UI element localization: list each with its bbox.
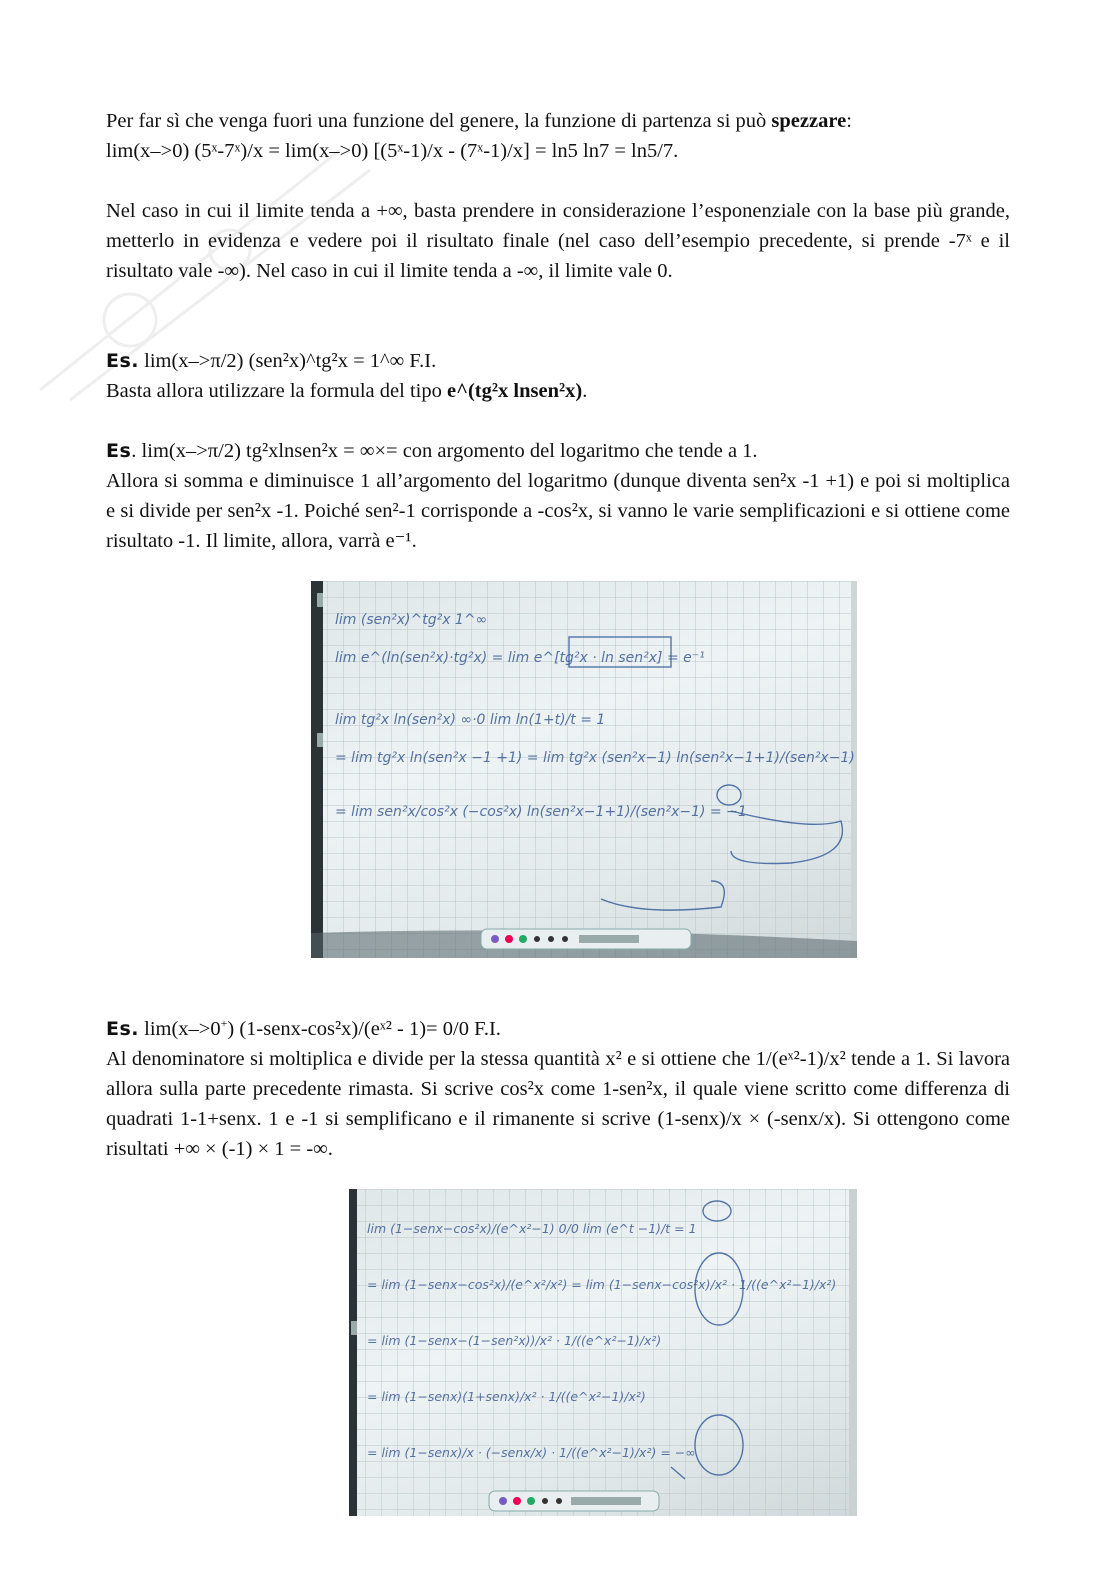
example-2-line xyxy=(106,436,1010,466)
example-3-formula-a: lim(x–>0 xyxy=(139,1018,221,1040)
sentence-split xyxy=(106,106,1010,136)
text-split-intro: Per far sì che venga fuori una funzione del genere, la funzione di partenza si può xyxy=(106,110,772,132)
hint-text: Basta allora utilizzare la formula del tipo xyxy=(106,380,447,402)
paragraph-example-2 xyxy=(106,436,1010,556)
es-label: Es. xyxy=(106,1018,140,1040)
text-infinity-case: Nel caso in cui il limite tenda a +∞, basta prendere in considerazione l’esponenziale con la base più grande, metterlo in evidenza e vedere poi il risultato finale (nel caso dell’esempio precedente, si prende -7ˣ e il risultato vale -∞). Nel caso in cui il limite tenda a -∞, il limite vale 0. xyxy=(106,200,1010,282)
note-row: = lim tg²x ln(sen²x −1 +1) = lim tg²x (sen²x−1) ln(sen²x−1+1)/(sen²x−1) xyxy=(335,750,855,766)
bold-spezzare: spezzare xyxy=(771,110,847,132)
paragraph-example-1 xyxy=(106,346,1010,406)
note-row: = lim (1−senx)/x · (−senx/x) · 1/((e^x²−1)/x²) = −∞ xyxy=(367,1445,696,1460)
example-3-explanation: Al denominatore si moltiplica e divide per la stessa quantità x² e si ottiene che 1/(eˣ²-1)/x² tende a 1. Si lavora allora sulla parte precedente rimasta. Si scrive cos²x come 1-sen²x, il quale viene scritto come differenza di quadrati 1-1+senx. 1 e -1 si semplificano e il rimanente si scrive (1-senx)/x × (-senx/x). Si ottengono come risultati +∞ × (-1) × 1 = -∞. xyxy=(106,1048,1010,1160)
example-3-formula-b: ) (1-senx-cos²x)/(eˣ² - 1)= 0/0 F.I. xyxy=(227,1018,501,1040)
example-1-line xyxy=(106,346,1010,376)
note-row: lim tg²x ln(sen²x) ∞·0 lim ln(1+t)/t = 1 xyxy=(335,712,606,728)
formula-limit-split: lim(x–>0) (5ˣ-7ˣ)/x = lim(x–>0) [(5ˣ-1)/x - (7ˣ-1)/x] = ln5 ln7 = ln5/7. xyxy=(106,140,679,162)
example-3-line xyxy=(106,1014,1010,1044)
example-1-hint xyxy=(106,376,1010,406)
whiteboard-photo-2 xyxy=(349,1189,857,1516)
note-row: lim e^(ln(sen²x)·tg²x) = lim e^[tg²x · ln sen²x] = e⁻¹ xyxy=(335,650,705,666)
handwritten-notes-1 xyxy=(335,601,855,831)
paragraph-infinity-case xyxy=(106,196,1010,286)
whiteboard-photo-1 xyxy=(311,581,857,958)
example-2-explanation: Allora si somma e diminuisce 1 all’argomento del logaritmo (dunque diventa sen²x -1 +1) e poi si moltiplica e si divide per sen²x -1. Poiché sen²-1 corrisponde a -cos²x, si vanno le varie semplificazioni e si ottiene come risultato -1. Il limite, allora, varrà e⁻¹. xyxy=(106,470,1010,552)
example-1-formula: lim(x–>π/2) (sen²x)^tg²x = 1^∞ F.I. xyxy=(139,350,437,372)
hint-period: . xyxy=(582,380,588,402)
superscript-plus: + xyxy=(220,1016,228,1031)
note-row: = lim (1−senx)(1+senx)/x² · 1/((e^x²−1)/x²) xyxy=(367,1389,646,1404)
paragraph-example-3 xyxy=(106,1014,1010,1164)
bold-formula: e^(tg²x lnsen²x) xyxy=(446,380,583,402)
note-row: = lim (1−senx−(1−sen²x))/x² · 1/((e^x²−1)/x²) xyxy=(367,1333,662,1348)
example-2-formula: . lim(x–>π/2) tg²xlnsen²x = ∞×= con argomento del logaritmo che tende a 1. xyxy=(131,440,758,462)
note-row: lim (1−senx−cos²x)/(e^x²−1) 0/0 lim (e^t −1)/t = 1 xyxy=(367,1221,697,1236)
handwritten-notes-2 xyxy=(367,1201,836,1481)
paragraph-split-function xyxy=(106,106,1010,166)
note-row: = lim (1−senx−cos²x)/(e^x²/x²) = lim (1−senx−cos²x)/x² · 1/((e^x²−1)/x²) xyxy=(367,1277,837,1292)
es-label: Es xyxy=(106,440,132,462)
es-label: Es. xyxy=(106,350,140,372)
text-colon: : xyxy=(846,110,852,132)
note-row: lim (sen²x)^tg²x 1^∞ xyxy=(335,612,488,628)
note-row: = lim sen²x/cos²x (−cos²x) ln(sen²x−1+1)/(sen²x−1) = −1 xyxy=(335,804,747,820)
